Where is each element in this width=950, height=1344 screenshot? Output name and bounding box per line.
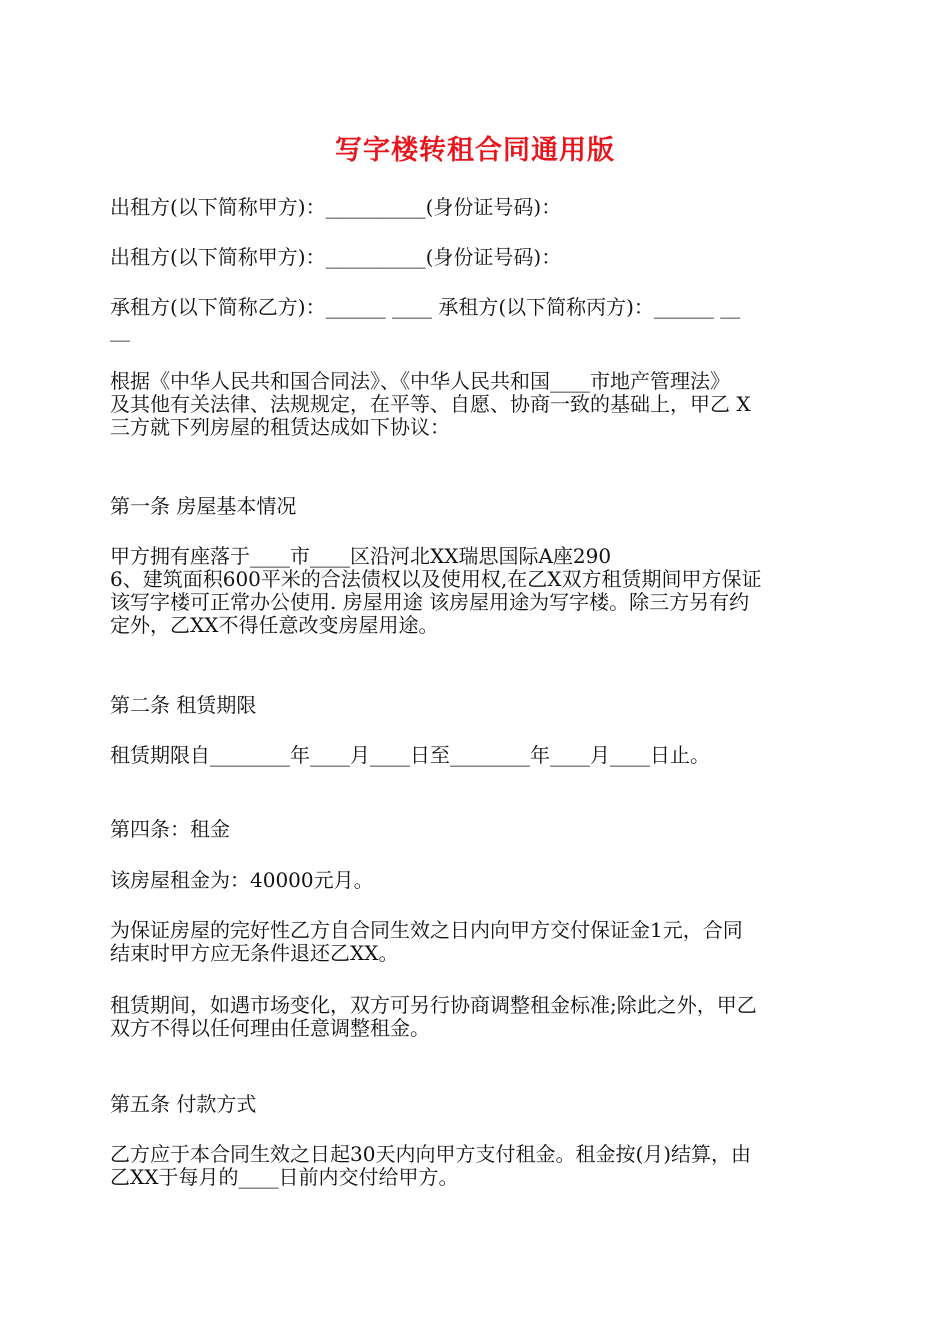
article-2-heading xyxy=(110,694,842,717)
article-4-deposit-line-2: 结束时甲方应无条件退还乙XX。 xyxy=(110,941,399,965)
article-5-line-1: 乙方应于本合同生效之日起30天内向甲方支付租金。租金按(月)结算，由 xyxy=(110,1142,752,1166)
article-4-deposit xyxy=(110,919,842,965)
article-2-body xyxy=(110,744,842,767)
article-2-heading-text: 第二条 租赁期限 xyxy=(110,693,257,717)
article-5-heading-text: 第五条 付款方式 xyxy=(110,1092,257,1116)
article-4-rent xyxy=(110,869,842,892)
article-1-heading xyxy=(110,495,842,518)
article-4-heading xyxy=(110,818,842,841)
preamble-paragraph xyxy=(110,370,842,439)
lessor-line-2 xyxy=(110,246,842,269)
article-1-heading-text: 第一条 房屋基本情况 xyxy=(110,494,297,518)
article-4-heading-text: 第四条：租金 xyxy=(110,817,230,841)
article-4-deposit-line-1: 为保证房屋的完好性乙方自合同生效之日内向甲方交付保证金1元，合同 xyxy=(110,918,743,942)
article-4-rent-text: 该房屋租金为：40000元月。 xyxy=(110,868,374,892)
preamble-line-2: 及其他有关法律、法规规定，在平等、自愿、协商一致的基础上，甲乙 X xyxy=(110,392,751,416)
article-5-heading xyxy=(110,1093,842,1116)
article-2-line-1: 租赁期限自________年____月____日至________年____月____日止。 xyxy=(110,743,710,767)
lessee-line xyxy=(110,296,842,342)
article-5-line-2: 乙XX于每月的____日前内交付给甲方。 xyxy=(110,1165,459,1189)
lessee-line-text: 承租方(以下简称乙方)：______ ____ 承租方(以下简称丙方)：______ __ xyxy=(110,295,741,319)
article-1-line-2: 6、建筑面积600平米的合法债权以及使用权,在乙X双方租赁期间甲方保证 xyxy=(110,567,762,591)
lessor-line-1 xyxy=(110,196,842,219)
preamble-line-3: 三方就下列房屋的租赁达成如下协议： xyxy=(110,415,450,439)
preamble-line-1: 根据《中华人民共和国合同法》、《中华人民共和国____市地产管理法》 xyxy=(110,369,730,393)
document-title: 写字楼转租合同通用版 xyxy=(335,135,615,166)
lessor-line-2-text: 出租方(以下简称甲方)：__________(身份证号码)： xyxy=(110,245,562,269)
article-1-line-1: 甲方拥有座落于____市____区沿河北XX瑞思国际A座290 xyxy=(110,544,612,568)
article-1-line-4: 定外，乙XX不得任意改变房屋用途。 xyxy=(110,613,439,637)
lessee-line-continuation: __ xyxy=(110,318,130,342)
article-1-line-3: 该写字楼可正常办公使用. 房屋用途 该房屋用途为写字楼。除三方另有约 xyxy=(110,590,750,614)
article-4-adjustment xyxy=(110,994,842,1040)
article-4-adjustment-line-1: 租赁期间，如遇市场变化，双方可另行协商调整租金标准;除此之外，甲乙 xyxy=(110,993,757,1017)
article-1-body xyxy=(110,545,842,637)
article-5-body xyxy=(110,1143,842,1189)
lessor-line-1-text: 出租方(以下简称甲方)：__________(身份证号码)： xyxy=(110,195,562,219)
article-4-adjustment-line-2: 双方不得以任何理由任意调整租金。 xyxy=(110,1016,430,1040)
